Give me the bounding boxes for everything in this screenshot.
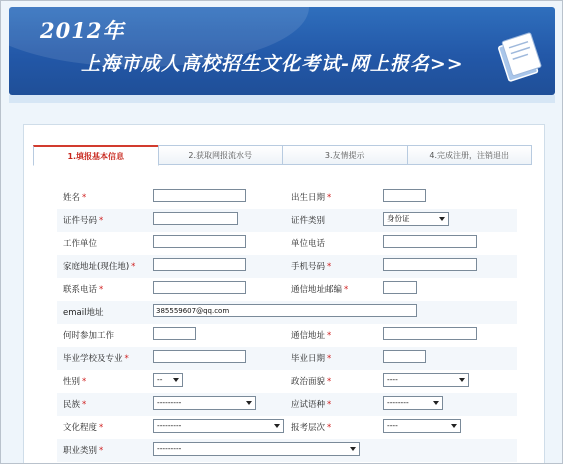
form-row: [57, 370, 517, 393]
id-number-label: 证件号码 *: [63, 216, 104, 226]
work-start-label: 何时参加工作: [63, 331, 115, 341]
form-row: [57, 439, 517, 462]
exam-language-select[interactable]: [383, 396, 443, 410]
documents-icon: [494, 31, 546, 87]
banner-year: 2012年: [40, 18, 125, 43]
form-row: [57, 278, 517, 301]
exam-level-label: 报考层次 *: [291, 423, 332, 433]
occupation-value: ---------: [157, 444, 182, 453]
work-start-input[interactable]: [153, 327, 196, 340]
work-unit-input[interactable]: [153, 235, 246, 248]
id-number-input[interactable]: [153, 212, 238, 225]
gender-value: --: [157, 375, 163, 384]
step-tab-basic-info[interactable]: 1.填报基本信息: [33, 145, 159, 166]
chevron-down-icon: [274, 424, 280, 428]
step-tab-tips[interactable]: 3.友情提示: [282, 145, 408, 165]
grad-date-input[interactable]: [383, 350, 426, 363]
email-input[interactable]: 385559607@qq.com: [153, 304, 417, 317]
exam-language-value: --------: [387, 398, 409, 407]
mobile-label: 手机号码 *: [291, 262, 332, 272]
registration-form: [57, 186, 517, 462]
mail-address-input[interactable]: [383, 327, 477, 340]
form-row: [57, 232, 517, 255]
email-label: email地址: [63, 308, 104, 318]
form-row: [57, 347, 517, 370]
gender-label: 性别 *: [63, 377, 87, 387]
postcode-label: 通信地址邮编 *: [291, 285, 349, 295]
name-label: 姓名 *: [63, 193, 87, 203]
postcode-input[interactable]: [383, 281, 417, 294]
contact-phone-input[interactable]: [153, 281, 246, 294]
home-address-label: 家庭地址(现住地) *: [63, 262, 136, 272]
chevron-down-icon: [439, 217, 445, 221]
school-major-input[interactable]: [153, 350, 246, 363]
chevron-down-icon: [173, 378, 179, 382]
exam-level-select[interactable]: [383, 419, 461, 433]
step-tab-finish[interactable]: 4.完成注册，注销退出: [407, 145, 533, 165]
grad-date-label: 毕业日期 *: [291, 354, 332, 364]
ethnicity-value: ---------: [157, 398, 182, 407]
form-row: [57, 301, 517, 324]
contact-phone-label: 联系电话 *: [63, 285, 104, 295]
political-select[interactable]: [383, 373, 469, 387]
chevron-down-icon: [433, 401, 439, 405]
work-phone-label: 单位电话: [291, 239, 326, 249]
education-value: ---------: [157, 421, 182, 430]
occupation-select[interactable]: [153, 442, 360, 456]
birth-date-input[interactable]: [383, 189, 426, 202]
form-row: [57, 393, 517, 416]
chevron-down-icon: [246, 401, 252, 405]
chevron-down-icon: [451, 424, 457, 428]
step-tab-serial-number[interactable]: 2.获取网报流水号: [158, 145, 284, 165]
form-row: [57, 186, 517, 209]
ethnicity-label: 民族 *: [63, 400, 87, 410]
id-type-select[interactable]: [383, 212, 449, 226]
form-row: [57, 255, 517, 278]
home-address-input[interactable]: [153, 258, 246, 271]
exam-level-value: ----: [387, 421, 398, 430]
ethnicity-select[interactable]: [153, 396, 256, 410]
mail-address-label: 通信地址 *: [291, 331, 332, 341]
birth-date-label: 出生日期 *: [291, 193, 332, 203]
step-tabs: [33, 145, 531, 164]
id-type-value: 身份证: [387, 214, 410, 223]
name-input[interactable]: [153, 189, 246, 202]
gender-select[interactable]: [153, 373, 183, 387]
header-banner: [9, 7, 555, 95]
work-unit-label: 工作单位: [63, 239, 98, 249]
occupation-label: 职业类别 *: [63, 446, 104, 456]
banner-divider: [9, 95, 555, 103]
education-select[interactable]: [153, 419, 284, 433]
school-major-label: 毕业学校及专业 *: [63, 354, 129, 364]
political-label: 政治面貌 *: [291, 377, 332, 387]
education-label: 文化程度 *: [63, 423, 104, 433]
work-phone-input[interactable]: [383, 235, 477, 248]
exam-language-label: 应试语种 *: [291, 400, 332, 410]
chevron-down-icon: [350, 447, 356, 451]
form-row: [57, 416, 517, 439]
id-type-label: 证件类别: [291, 216, 326, 226]
form-row: [57, 209, 517, 232]
chevron-down-icon: [459, 378, 465, 382]
political-value: ----: [387, 375, 398, 384]
banner-title: 上海市成人高校招生文化考试-网上报名>>: [81, 53, 464, 75]
mobile-input[interactable]: [383, 258, 477, 271]
form-row: [57, 324, 517, 347]
